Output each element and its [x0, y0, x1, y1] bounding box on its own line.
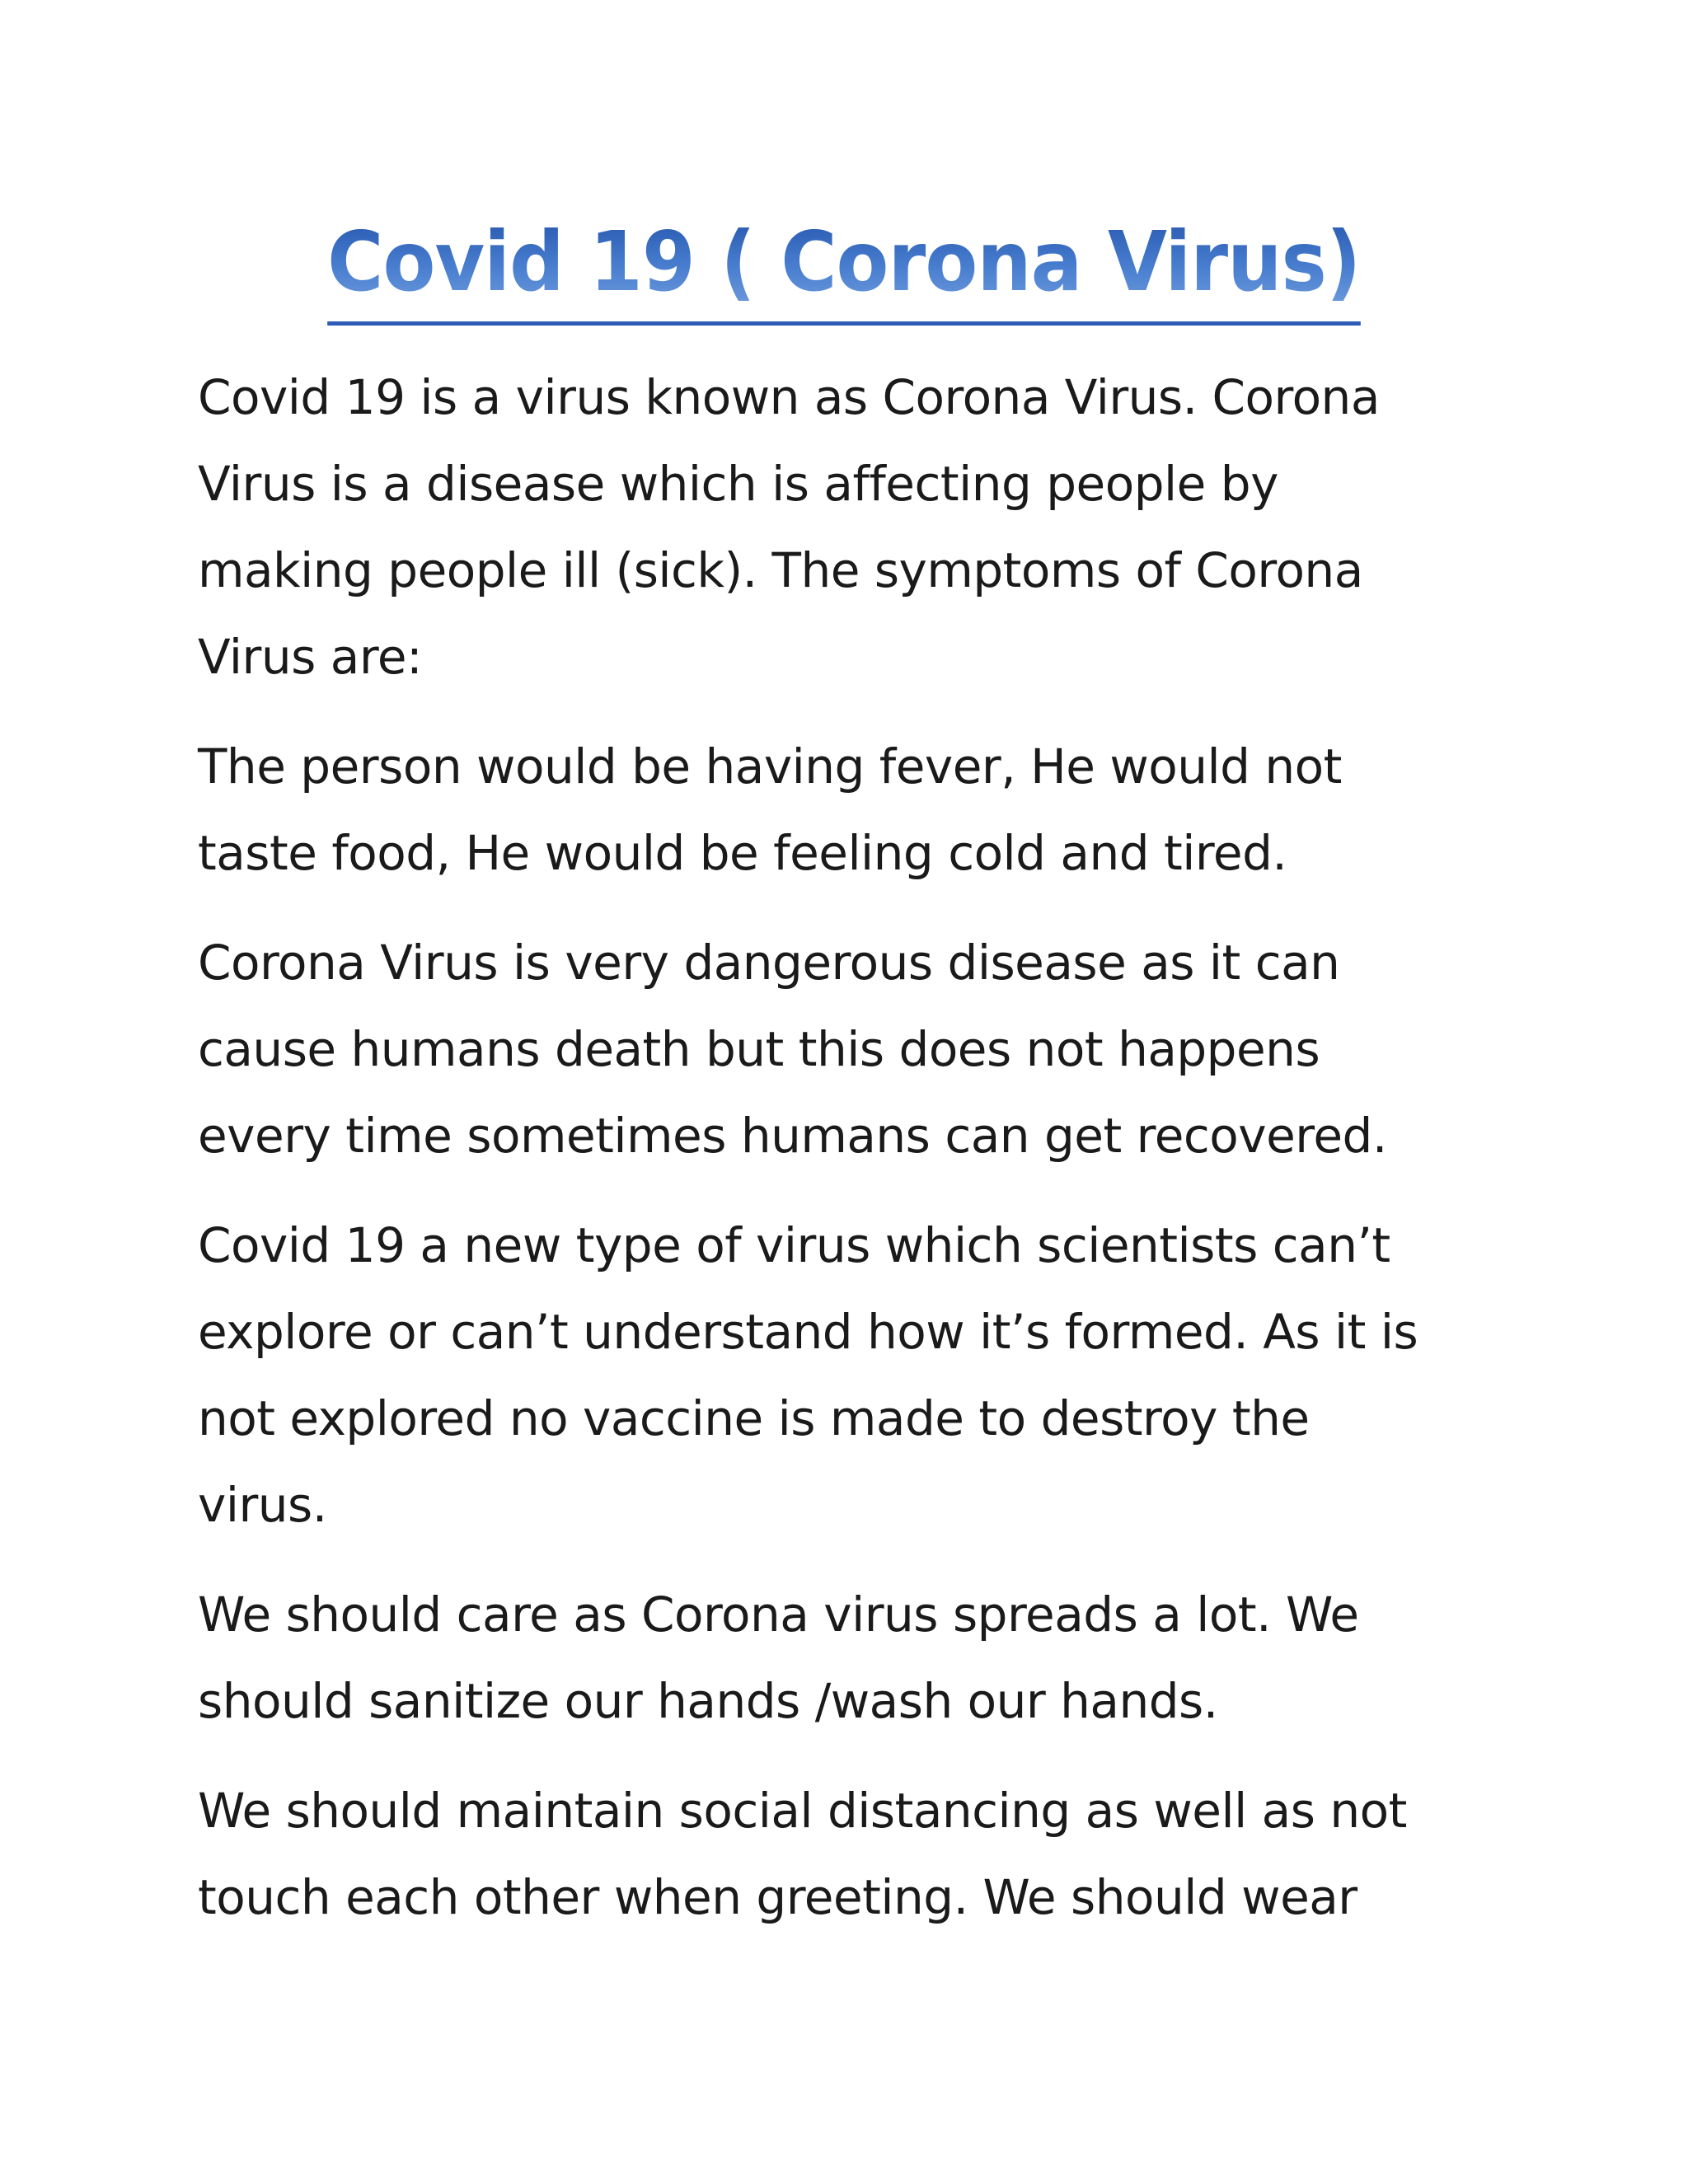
- document-body: [198, 354, 1517, 1964]
- paragraph-line: Covid 19 a new type of virus which scientists can’t: [198, 1217, 1390, 1273]
- paragraph-4: [198, 1202, 1517, 1549]
- paragraph-line: not explored no vaccine is made to destroy the: [198, 1390, 1310, 1446]
- page-title: Covid 19 ( Corona Virus): [327, 204, 1360, 326]
- paragraph-line: Virus are:: [198, 629, 423, 685]
- paragraph-2: [198, 724, 1517, 897]
- paragraph-line: every time sometimes humans can get recovered.: [198, 1108, 1387, 1164]
- paragraph-6: [198, 1768, 1517, 1941]
- paragraph-line: Virus is a disease which is affecting people by: [198, 456, 1278, 512]
- paragraph-line: virus.: [198, 1477, 327, 1533]
- paragraph-line: The person would be having fever, He would not: [198, 738, 1342, 794]
- paragraph-line: We should care as Corona virus spreads a lot. We: [198, 1586, 1359, 1643]
- paragraph-5: [198, 1572, 1517, 1745]
- paragraph-line: Corona Virus is very dangerous disease as it can: [198, 935, 1340, 991]
- paragraph-line: should sanitize our hands /wash our hands.: [198, 1673, 1218, 1729]
- paragraph-line: making people ill (sick). The symptoms of Corona: [198, 542, 1363, 598]
- paragraph-line: taste food, He would be feeling cold and tired.: [198, 825, 1287, 881]
- paragraph-3: [198, 920, 1517, 1179]
- paragraph-line: Covid 19 is a virus known as Corona Virus. Corona: [198, 369, 1380, 425]
- paragraph-line: touch each other when greeting. We should wear: [198, 1869, 1357, 1925]
- paragraph-1: [198, 354, 1517, 701]
- paragraph-line: We should maintain social distancing as well as not: [198, 1783, 1407, 1839]
- paragraph-line: cause humans death but this does not happens: [198, 1021, 1320, 1077]
- page-title-wrapper: [0, 204, 1688, 326]
- paragraph-line: explore or can’t understand how it’s formed. As it is: [198, 1304, 1418, 1360]
